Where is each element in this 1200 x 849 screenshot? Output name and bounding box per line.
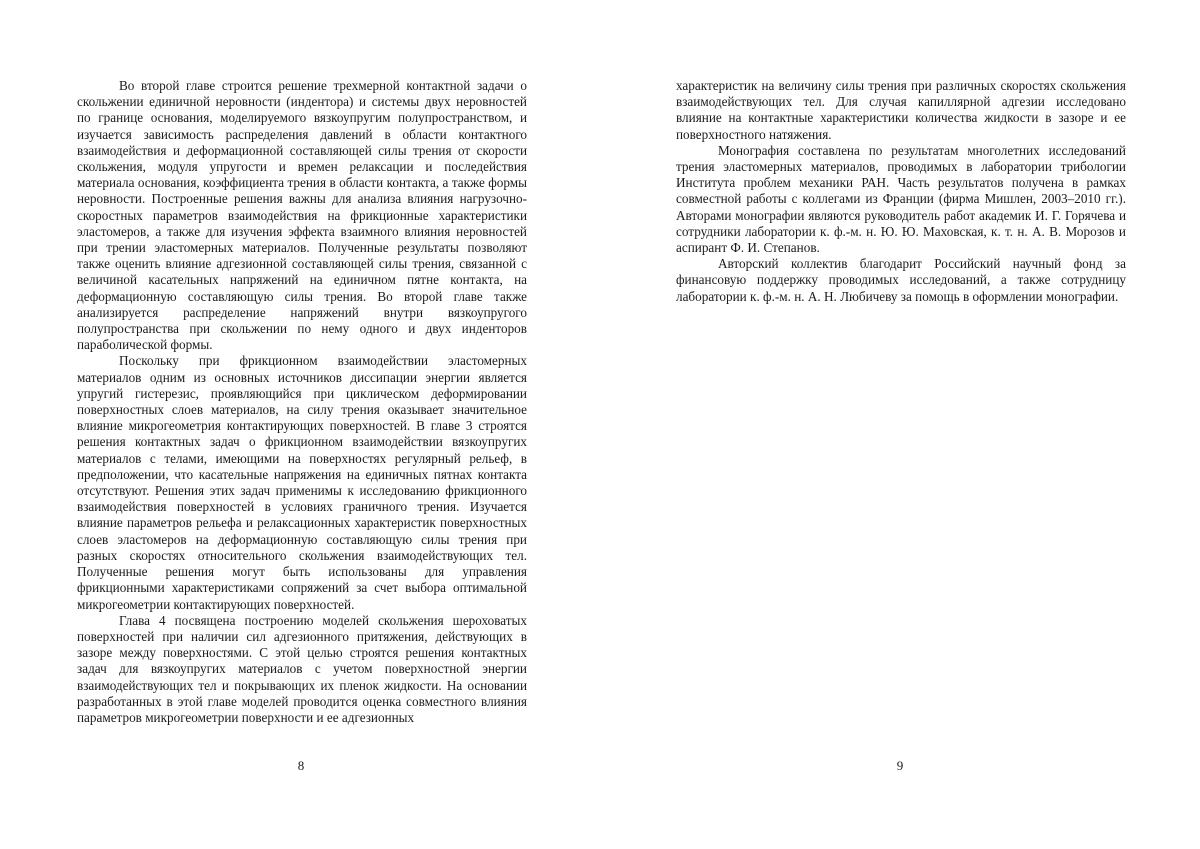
paragraph-continuation: характеристик на величину силы трения при различных скоростях скольжения взаимодействующих тел. Для случая капиллярной адгезии исследовано влияние на контактные характеристики количества жидкости в зазоре и ее поверхностного натяжения. [676, 78, 1126, 142]
paragraph-monograph-origin: Монография составлена по результатам многолетних исследований трения эластомерных материалов, проводимых в лаборатории трибологии Института проблем механики РАН. Часть результатов получена в рамках совместной работы с коллегами из Франции (фирма Мишлен, 2003–2010 гг.). Авторами монографии являются руководитель работ академик И. Г. Горячева и сотрудники лаборатории к. ф.-м. н. Ю. Ю. Маховская, к. т. н. А. В. Морозов и аспирант Ф. И. Степанов. [676, 142, 1126, 256]
page-number-right: 9 [896, 758, 904, 773]
page-number-left: 8 [297, 758, 305, 773]
paragraph-chapter-4: Глава 4 посвящена построению моделей скольжения шероховатых поверхностей при наличии сил адгезионного притяжения, действующих в зазоре между поверхностями. С этой целью строятся решения контактных задач для вязкоупругих материалов с учетом поверхностной энергии взаимодействующих тел и покрывающих их пленок жидкости. На основании разработанных в этой главе моделей проводится оценка совместного влияния параметров микрогеометрии поверхности и ее адгезионных [77, 612, 527, 725]
left-page-text [77, 78, 527, 726]
paragraph-chapter-2: Во второй главе строится решение трехмерной контактной задачи о скольжении единичной неровности (индентора) и системы двух неровностей по границе основания, моделируемого вязкоупругим полупространством, и изучается зависимость распределения давлений в области контактного взаимодействия и деформационной составляющей силы трения от скорости скольжения, модуля упругости и времен релаксации и последействия материала основания, коэффициента трения в области контакта, а также формы неровности. Построенные решения важны для анализа влияния нагрузочно-скоростных параметров взаимодействия на фрикционные характеристики эластомеров, а также для изучения эффекта взаимного влияния неровностей при трении эластомерных материалов. Полученные результаты позволяют также оценить влияние адгезионной составляющей силы трения, связанной с величиной касательных напряжений на единичном пятне контакта, на деформационную составляющую силы трения. Во второй главе также анализируется распределение напряжений внутри вязкоупругого полупространства при скольжении по нему одного и двух инденторов параболической формы. [77, 78, 527, 353]
right-page [600, 0, 1200, 849]
right-page-text [676, 78, 1126, 305]
paragraph-chapter-3: Поскольку при фрикционном взаимодействии эластомерных материалов одним из основных источников диссипации энергии является упругий гистерезис, проявляющийся при циклическом деформировании поверхностных слоев материалов, на силу трения оказывает значительное влияние микрогеометрия контактирующих поверхностей. В главе 3 строятся решения контактных задач о фрикционном взаимодействии вязкоупругих материалов с телами, имеющими на поверхностях регулярный рельеф, в предположении, что касательные напряжения на единичных пятнах контакта отсутствуют. Решения этих задач применимы к исследованию фрикционного взаимодействия поверхностей в условиях граничного трения. Изучается влияние параметров рельефа и релаксационных характеристик поверхностных слоев эластомеров на деформационную составляющую силы трения при разных скоростях относительного скольжения взаимодействующих тел. Полученные решения могут быть использованы для управления фрикционными характеристиками сопряжений за счет выбора оптимальной микрогеометрии контактирующих поверхностей. [77, 353, 527, 612]
paragraph-acknowledgements: Авторский коллектив благодарит Российский научный фонд за финансовую поддержку проводимых исследований, а также сотрудницу лаборатории к. ф.-м. н. А. Н. Любичеву за помощь в оформлении монографии. [676, 256, 1126, 304]
